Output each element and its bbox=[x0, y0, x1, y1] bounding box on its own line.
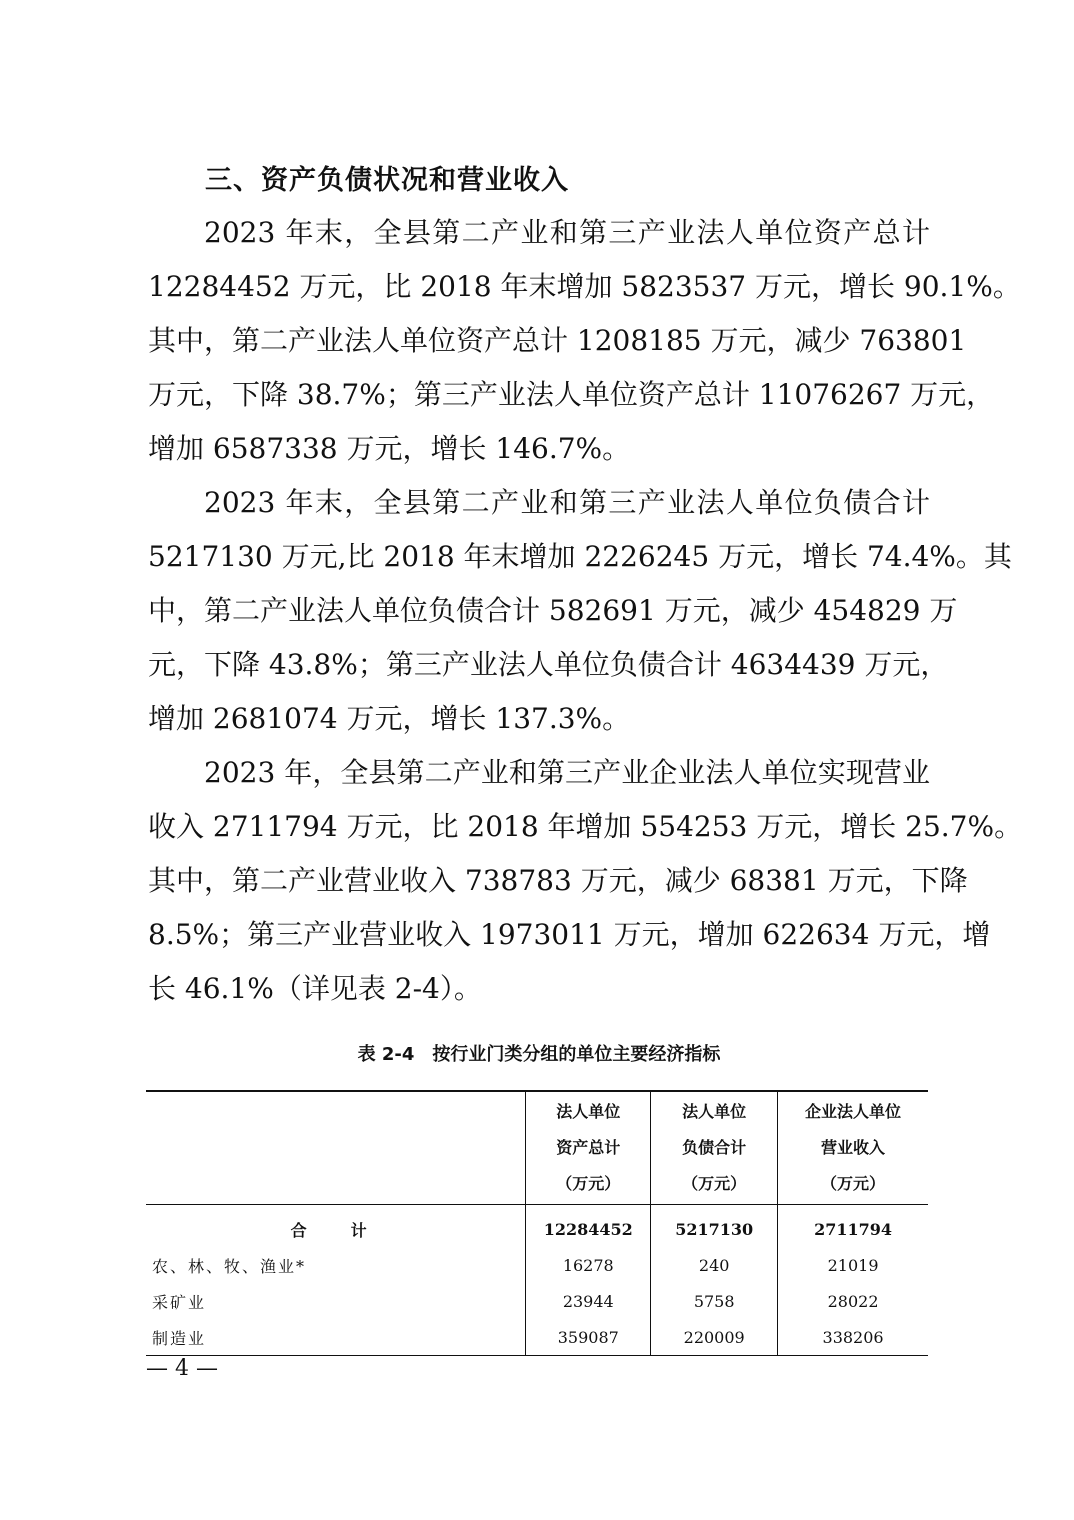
table-cell-liabilities: 5217130 bbox=[651, 1205, 778, 1248]
paragraph-liabilities bbox=[148, 476, 1012, 746]
table-row bbox=[146, 1319, 928, 1356]
table-cell-industry: 采矿业 bbox=[152, 1292, 207, 1312]
header-line: （万元） bbox=[821, 1174, 886, 1193]
paragraph-line: 长 46.1%（详见表 2-4）。 bbox=[148, 972, 482, 1005]
table-header-empty bbox=[146, 1091, 526, 1205]
paragraph-line: 2023 年末，全县第二产业和第三产业法人单位资产总计 bbox=[204, 216, 930, 249]
table-row-total bbox=[146, 1205, 928, 1248]
header-line: 资产总计 bbox=[556, 1138, 621, 1157]
table-cell-assets: 16278 bbox=[526, 1247, 651, 1283]
paragraph-line: 其中，第二产业法人单位资产总计 1208185 万元，减少 763801 bbox=[148, 324, 967, 357]
table-row bbox=[146, 1247, 928, 1283]
header-line: 营业收入 bbox=[821, 1138, 886, 1157]
paragraph-line: 收入 2711794 万元，比 2018 年增加 554253 万元，增长 25.7%。 bbox=[148, 810, 1023, 843]
table-cell-revenue: 2711794 bbox=[778, 1205, 928, 1248]
table-cell-industry: 制造业 bbox=[152, 1328, 207, 1348]
table-header-row bbox=[146, 1091, 928, 1205]
table-cell-assets: 359087 bbox=[526, 1319, 651, 1356]
table-cell-liabilities: 240 bbox=[651, 1247, 778, 1283]
paragraph-line: 中，第二产业法人单位负债合计 582691 万元，减少 454829 万 bbox=[148, 594, 958, 627]
header-line: 法人单位 bbox=[556, 1102, 621, 1121]
header-line: （万元） bbox=[556, 1174, 621, 1193]
paragraph-line: 其中，第二产业营业收入 738783 万元，减少 68381 万元，下降 bbox=[148, 864, 968, 897]
paragraph-line: 12284452 万元，比 2018 年末增加 5823537 万元，增长 90.1%。 bbox=[148, 270, 1021, 303]
table-cell-industry: 农、林、牧、渔业* bbox=[152, 1256, 307, 1276]
paragraph-line: 5217130 万元,比 2018 年末增加 2226245 万元，增长 74.4%。其 bbox=[148, 540, 1012, 573]
paragraph-line: 2023 年末，全县第二产业和第三产业法人单位负债合计 bbox=[204, 486, 930, 519]
table-cell-liabilities: 5758 bbox=[651, 1283, 778, 1319]
header-line: 负债合计 bbox=[682, 1138, 747, 1157]
paragraph-line: 增加 6587338 万元，增长 146.7%。 bbox=[148, 432, 631, 465]
paragraph-line: 增加 2681074 万元，增长 137.3%。 bbox=[148, 702, 631, 735]
paragraph-line: 2023 年，全县第二产业和第三产业企业法人单位实现营业 bbox=[204, 756, 930, 789]
table-header-assets bbox=[526, 1091, 651, 1205]
table-cell-industry: 合 计 bbox=[290, 1220, 381, 1240]
header-line: 法人单位 bbox=[682, 1102, 747, 1121]
section-heading: 三、资产负债状况和营业收入 bbox=[205, 165, 569, 196]
economic-indicators-table bbox=[146, 1090, 928, 1356]
page-number: — 4 — bbox=[146, 1356, 218, 1381]
paragraph-line: 万元，下降 38.7%；第三产业法人单位资产总计 11076267 万元， bbox=[148, 378, 995, 411]
table-header-liabilities bbox=[651, 1091, 778, 1205]
paragraph-line: 元，下降 43.8%；第三产业法人单位负债合计 4634439 万元， bbox=[148, 648, 949, 681]
table-title: 表 2-4 按行业门类分组的单位主要经济指标 bbox=[357, 1044, 721, 1065]
table-header-revenue bbox=[778, 1091, 928, 1205]
table-cell-liabilities: 220009 bbox=[651, 1319, 778, 1356]
paragraph-revenue bbox=[148, 746, 1023, 1016]
table-cell-revenue: 338206 bbox=[778, 1319, 928, 1356]
header-line: （万元） bbox=[682, 1174, 747, 1193]
paragraph-assets bbox=[148, 206, 1021, 476]
table-cell-assets: 12284452 bbox=[526, 1205, 651, 1248]
table-cell-revenue: 21019 bbox=[778, 1247, 928, 1283]
header-line: 企业法人单位 bbox=[805, 1102, 902, 1121]
paragraph-line: 8.5%；第三产业营业收入 1973011 万元，增加 622634 万元，增 bbox=[148, 918, 991, 951]
table-row bbox=[146, 1283, 928, 1319]
table-cell-revenue: 28022 bbox=[778, 1283, 928, 1319]
table-cell-assets: 23944 bbox=[526, 1283, 651, 1319]
